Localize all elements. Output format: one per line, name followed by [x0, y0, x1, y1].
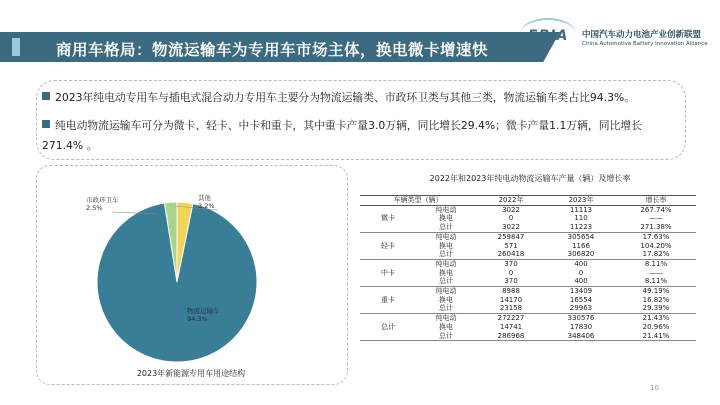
table-cell: 306820	[546, 250, 616, 259]
table-row	[360, 259, 696, 268]
pie-label-other	[198, 193, 215, 210]
page-number: 10	[650, 384, 659, 392]
pie-label-name: 市政环卫车	[86, 196, 119, 204]
table-category-cell: 重卡	[360, 287, 416, 314]
table-row	[360, 287, 696, 296]
table-cell: 11223	[546, 223, 616, 232]
table-cell: 3022	[502, 205, 520, 214]
table-cell: 49.19%	[642, 287, 670, 296]
table-cell: 换电	[439, 295, 453, 304]
table-cell: 纯电动	[435, 232, 457, 241]
table-category-cell: 微卡	[360, 205, 416, 232]
pie-label-name: 其他	[198, 194, 211, 202]
table-title: 2022年和2023年纯电动物流运输车产量（辆）及增长率	[429, 174, 631, 183]
table-cell: 330576	[567, 314, 595, 323]
pie-label-sanitation	[86, 195, 119, 212]
table-cell: 8.11%	[644, 259, 668, 268]
table-cell: 8988	[502, 287, 520, 296]
table-cell: 纯电动	[435, 314, 457, 323]
table-cell: 260418	[476, 250, 546, 259]
table-cell: 20.96%	[642, 322, 670, 331]
table-header-row	[360, 196, 696, 206]
production-table	[360, 195, 696, 341]
table-cell: 总计	[416, 223, 476, 232]
table-cell: 400	[574, 259, 588, 268]
table-cell: ——	[649, 268, 663, 277]
table-header-cell: 2022年	[476, 196, 546, 206]
table-cell: 571	[504, 241, 518, 250]
table-cell: 换电	[439, 241, 453, 250]
table-header-cell: 增长率	[616, 196, 696, 206]
table-cell: 23158	[476, 304, 546, 313]
pie-label-name: 物流运输车	[187, 307, 220, 315]
table-cell: 0	[508, 268, 514, 277]
logo-english-name: China Automotive Battery Innovation Alliance	[582, 41, 708, 47]
page-title: 商用车格局：物流运输车为专用车市场主体，换电微卡增速快	[56, 41, 489, 59]
bullet-text: 纯电动物流运输车可分为微卡、轻卡、中卡和重卡，其中重卡产量3.0万辆，同比增长29.4%；微卡产量1.1万辆，同比增长271.4% 。	[42, 119, 642, 152]
pie-label-pct: 2.5%	[86, 204, 103, 212]
table-row	[360, 232, 696, 241]
table-cell: 370	[476, 277, 546, 286]
table-cell: 8.11%	[616, 277, 696, 286]
table-cell: 14741	[499, 322, 523, 331]
table-cell: 110	[574, 214, 588, 223]
table-cell: 259847	[497, 232, 525, 241]
table-category-cell: 中卡	[360, 259, 416, 286]
table-cell: 3022	[476, 223, 546, 232]
logo-mark: EBIA	[528, 28, 569, 44]
table-cell: 纯电动	[435, 205, 457, 214]
table-cell: 总计	[416, 332, 476, 341]
table-category-cell: 总计	[360, 314, 416, 341]
table-category-cell: 轻卡	[360, 232, 416, 259]
table-cell: 纯电动	[435, 259, 457, 268]
table-cell: 总计	[416, 304, 476, 313]
table-row	[360, 314, 696, 323]
table-cell: 0	[508, 214, 514, 223]
table-cell: 换电	[439, 322, 453, 331]
table-cell: 11113	[569, 205, 593, 214]
table-cell: 17.82%	[616, 250, 696, 259]
table-cell: ——	[649, 214, 663, 223]
table-cell: 总计	[416, 250, 476, 259]
table-header-cell: 2023年	[546, 196, 616, 206]
table-cell: 21.43%	[642, 314, 670, 323]
pie-caption: 2023年新能源专用车用途结构	[136, 369, 246, 378]
table-cell: 400	[546, 277, 616, 286]
table-cell: 纯电动	[435, 287, 457, 296]
table-cell: 14170	[499, 295, 523, 304]
table-cell: 286968	[476, 332, 546, 341]
bullet-text: 2023年纯电动专用车与插电式混合动力专用车主要分为物流运输类、市政环卫类与其他三类，物流运输车类占比94.3%。	[55, 91, 636, 104]
table-cell: 17.63%	[642, 232, 670, 241]
logo-chinese-name: 中国汽车动力电池产业创新联盟	[582, 30, 702, 40]
table-cell: 换电	[439, 268, 453, 277]
table-cell: 换电	[439, 214, 453, 223]
table-cell: 272227	[497, 314, 525, 323]
table-cell: 16554	[569, 295, 593, 304]
table-cell: 370	[504, 259, 518, 268]
table-cell: 271.38%	[616, 223, 696, 232]
table-cell: 总计	[416, 277, 476, 286]
table-cell: 348406	[546, 332, 616, 341]
table-cell: 0	[578, 268, 584, 277]
table-cell: 305654	[567, 232, 595, 241]
table-cell: 29963	[546, 304, 616, 313]
pie-label-pct: 3.2%	[198, 202, 215, 210]
table-header-cell: 车辆类型（辆）	[360, 196, 476, 206]
pie-label-logistics	[187, 306, 220, 323]
table-cell: 17830	[569, 322, 593, 331]
table-cell: 16.82%	[642, 295, 670, 304]
table-cell: 29.39%	[616, 304, 696, 313]
pie-label-pct: 94.3%	[187, 315, 208, 323]
table-cell: 13409	[569, 287, 593, 296]
table-cell: 1166	[572, 241, 590, 250]
table-row	[360, 205, 696, 214]
table-cell: 104.20%	[640, 241, 672, 250]
table-cell: 21.41%	[616, 332, 696, 341]
table-cell: 267.74%	[640, 205, 672, 214]
